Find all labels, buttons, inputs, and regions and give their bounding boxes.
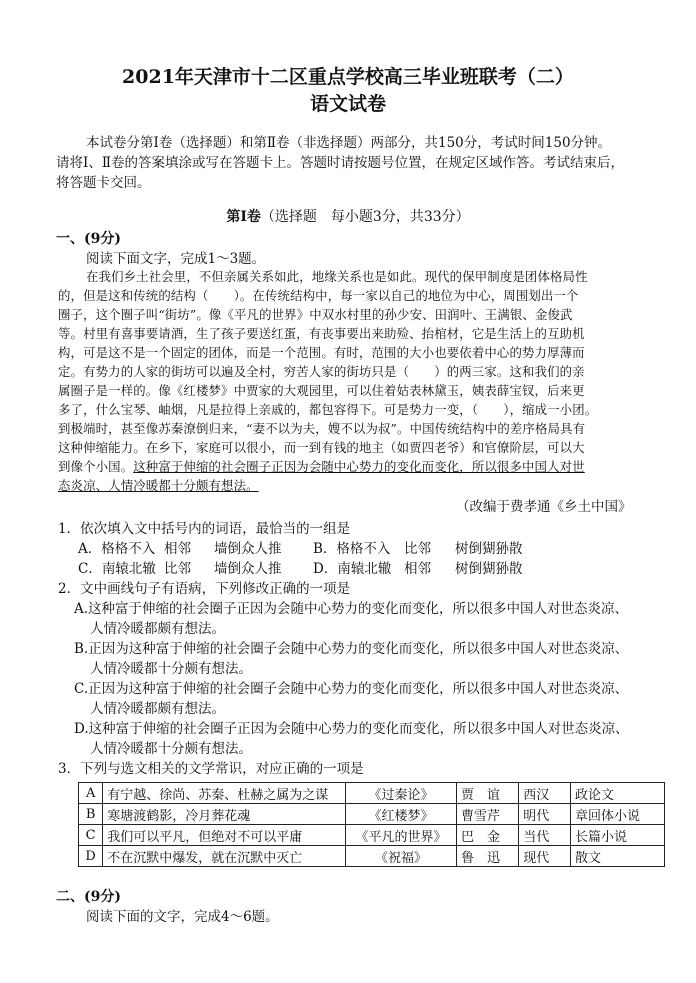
- table-row: [79, 846, 665, 867]
- intro-line-2: 请将Ⅰ、Ⅱ卷的答案填涂或写在答题卡上。答题时请按题号位置，在规定区域作答。考试结束后，: [56, 155, 625, 171]
- table-cell: 明代: [519, 804, 571, 825]
- q2-option-b: B.正因为这种富于伸缩的社会圈子会随中心势力的变化而变化，所以很多中国人对世态炎凉、: [74, 641, 629, 657]
- table-cell: B: [79, 804, 103, 825]
- intro-line-3: 将答题卡交回。: [56, 175, 151, 191]
- table-cell: 西汉: [519, 783, 571, 804]
- section1-label: 一、(9分): [56, 231, 121, 247]
- passage-line: 到极端时，甚至像苏秦潦倒归来，“妻不以为夫，嫂不以为叔”。中国传统结构中的差序格局具有: [58, 421, 586, 436]
- q2-option-a: A.这种富于伸缩的社会圈子正因为会随中心势力的变化而变化，所以很多中国人对世态炎凉、: [74, 601, 629, 617]
- q1-option-c-word3: 墙倒众人推: [214, 561, 282, 577]
- table-cell: A: [79, 783, 103, 804]
- part1-heading: [0, 206, 696, 226]
- table-cell: 鲁 迅: [456, 846, 518, 867]
- table-cell: 寒塘渡鹤影，冷月葬花魂: [103, 804, 346, 825]
- exam-subtitle: 语文试卷: [309, 93, 386, 115]
- q2-stem: 2．文中画线句子有语病，下列修改正确的一项是: [58, 581, 351, 597]
- passage-source: （改编于费孝通《乡土中国》: [456, 499, 632, 515]
- q1-option-d: D．南辕北辙: [313, 561, 392, 577]
- passage-line: 的，但是这和传统的结构（ ）。在传统结构中，每一家以自己的地位为中心，周围划出一个: [58, 288, 579, 303]
- q3-stem: 3．下列与选文相关的文学常识，对应正确的一项是: [58, 761, 364, 777]
- table-cell: 有宁越、徐尚、苏秦、杜赫之属为之谋: [103, 783, 346, 804]
- q1-option-c-word2: 比邻: [164, 561, 191, 577]
- passage-line: 属圈子是一样的。像《红楼梦》中贾家的大观园里，可以住着姑表林黛玉，姨表薛宝钗，后来更: [58, 383, 585, 398]
- q1-option-b-word3: 树倒猢狲散: [455, 541, 523, 557]
- q1-option-a-word3: 墙倒众人推: [214, 541, 282, 557]
- passage-text: 到像个小国。: [58, 459, 134, 474]
- q2-option-a-cont: 人情冷暖都颇有想法。: [90, 621, 225, 637]
- q2-option-c: C.正因为这种富于伸缩的社会圈子会随中心势力的变化而变化，所以很多中国人对世态炎凉、: [74, 681, 629, 697]
- section1-instruction: 阅读下面文字，完成1～3题。: [86, 251, 266, 267]
- q1-option-d-word2: 相邻: [404, 561, 431, 577]
- exam-title: 2021年天津市十二区重点学校高三毕业班联考（二）: [122, 66, 574, 88]
- table-cell: D: [79, 846, 103, 867]
- underlined-sentence: 这种富于伸缩的社会圈子正因为会随中心势力的变化而变化，所以很多中国人对世: [133, 459, 585, 474]
- passage-line: 等。村里有喜事要请酒，生了孩子要送红蛋，有丧事要出来助殓、抬棺材，它是生活上的互助机: [58, 326, 585, 341]
- passage-line: 圈子，这个圈子叫“街坊”。像《平凡的世界》中双水村里的孙少安、田润叶、王满银、金俊武: [58, 307, 573, 322]
- table-row: [79, 825, 665, 846]
- section2-label: 二、(9分): [56, 889, 121, 905]
- section2-instruction: 阅读下面的文字，完成4～6题。: [86, 909, 279, 925]
- table-cell: 章回体小说: [571, 804, 665, 825]
- q1-option-c: C．南辕北辙: [78, 561, 156, 577]
- q2-option-d-cont: 人情冷暖都十分颇有想法。: [90, 741, 252, 757]
- passage-line-last: [58, 457, 585, 475]
- table-cell: C: [79, 825, 103, 846]
- passage-line: 这种伸缩能力。在乡下，家庭可以很小，而一到有钱的地主（如贾四老爷）和官僚阶层，可以大: [58, 440, 585, 455]
- table-cell: 《祝福》: [346, 846, 457, 867]
- q1-option-d-word3: 树倒猢狲散: [455, 561, 523, 577]
- table-cell: 曹雪芹: [456, 804, 518, 825]
- passage-line: 在我们乡土社会里，不但亲属关系如此，地缘关系也是如此。现代的保甲制度是团体格局性: [86, 269, 588, 284]
- underlined-sentence-end: 态炎凉、人情冷暖都十分颇有想法。: [58, 478, 259, 493]
- q1-stem: 1．依次填入文中括号内的词语，最恰当的一组是: [58, 521, 351, 537]
- q1-option-b-word2: 比邻: [404, 541, 431, 557]
- part1-label: 第Ⅰ卷: [226, 209, 261, 225]
- q2-option-c-cont: 人情冷暖都颇有想法。: [90, 701, 225, 717]
- table-cell: 巴 金: [456, 825, 518, 846]
- table-cell: 贾 谊: [456, 783, 518, 804]
- table-cell: 政论文: [571, 783, 665, 804]
- table-row: [79, 804, 665, 825]
- part1-note: （选择题 每小题3分，共33分）: [260, 209, 470, 225]
- q2-option-b-cont: 人情冷暖都十分颇有想法。: [90, 661, 252, 677]
- table-cell: 我们可以平凡，但绝对不可以平庸: [103, 825, 346, 846]
- table-cell: 现代: [519, 846, 571, 867]
- q1-option-a-word2: 相邻: [164, 541, 191, 557]
- q1-option-b: B．格格不入: [313, 541, 391, 557]
- passage-line: 多了，什么宝琴、岫烟，凡是拉得上亲戚的，都包容得下。可是势力一变，（ ），缩成一小团。: [58, 402, 598, 417]
- table-cell: 长篇小说: [571, 825, 665, 846]
- passage-line: 定。有势力的人家的街坊可以遍及全村，穷苦人家的街坊只是（ ）的两三家。这和我们的亲: [58, 364, 585, 379]
- table-row: [79, 783, 665, 804]
- table-cell: 《红楼梦》: [346, 804, 457, 825]
- table-cell: 不在沉默中爆发，就在沉默中灭亡: [103, 846, 346, 867]
- table-cell: 《过秦论》: [346, 783, 457, 804]
- passage-line: 构，可是这不是一个固定的团体，而是一个范围。有时，范围的大小也要依着中心的势力厚薄而: [58, 345, 585, 360]
- literature-table: [78, 782, 665, 867]
- q2-option-d: D.这种富于伸缩的社会圈子正因为会随中心势力的变化而变化，所以很多中国人对世态炎凉、: [74, 721, 629, 737]
- q1-option-a: A．格格不入: [78, 541, 156, 557]
- table-cell: 《平凡的世界》: [346, 825, 457, 846]
- intro-line-1: 本试卷分第Ⅰ卷（选择题）和第Ⅱ卷（非选择题）两部分，共150分，考试时间150分钟。: [86, 135, 612, 151]
- table-cell: 当代: [519, 825, 571, 846]
- table-cell: 散文: [571, 846, 665, 867]
